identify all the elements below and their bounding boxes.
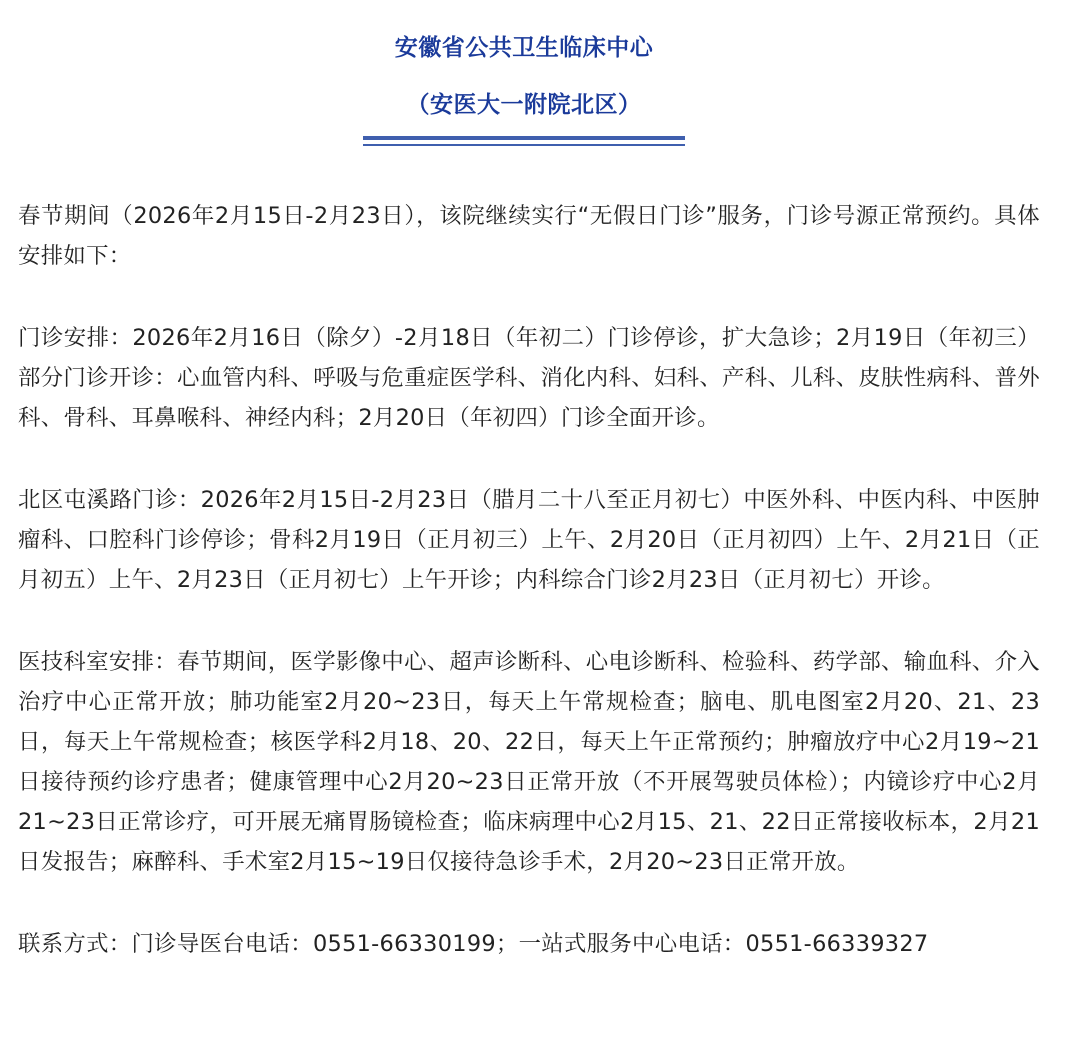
paragraph-north-clinic: 北区屯溪路门诊：2026年2月15日-2月23日（腊月二十八至正月初七）中医外科、中医内科、中医肿瘤科、口腔科门诊停诊；骨科2月19日（正月初三）上午、2月20日（正月初四）上午、2月21日（正月初五）上午、2月23日（正月初七）上午开诊；内科综合门诊2月23日（正月初七）开诊。	[18, 487, 1040, 593]
divider-line-thin	[363, 144, 685, 146]
paragraph-outpatient: 门诊安排：2026年2月16日（除夕）-2月18日（年初二）门诊停诊，扩大急诊；2月19日（年初三）部分门诊开诊：心血管内科、呼吸与危重症医学科、消化内科、妇科、产科、儿科、皮肤性病科、普外科、骨科、耳鼻喉科、神经内科；2月20日（年初四）门诊全面开诊。	[18, 325, 1040, 431]
paragraph-medical-tech: 医技科室安排：春节期间，医学影像中心、超声诊断科、心电诊断科、检验科、药学部、输血科、介入治疗中心正常开放；肺功能室2月20~23日，每天上午常规检查；脑电、肌电图室2月20、21、23日，每天上午常规检查；核医学科2月18、20、22日，每天上午正常预约；肿瘤放疗中心2月19~21日接待预约诊疗患者；健康管理中心2月20~23日正常开放（不开展驾驶员体检）；内镜诊疗中心2月21~23日正常诊疗，可开展无痛胃肠镜检查；临床病理中心2月15、21、22日正常接收标本，2月21日发报告；麻醉科、手术室2月15~19日仅接待急诊手术，2月20~23日正常开放。	[18, 649, 1040, 875]
divider-line-thick	[363, 136, 685, 140]
paragraph-contact: 联系方式：门诊导医台电话：0551-66330199；一站式服务中心电话：0551-66339327	[18, 931, 929, 957]
page-subtitle: （安医大一附院北区）	[406, 92, 642, 118]
title-divider	[363, 136, 685, 146]
article-body	[18, 196, 1040, 964]
paragraph-intro: 春节期间（2026年2月15日-2月23日），该院继续实行“无假日门诊”服务，门诊号源正常预约。具体安排如下：	[18, 203, 1040, 269]
article-header	[0, 32, 1048, 121]
page-title: 安徽省公共卫生临床中心	[394, 35, 654, 61]
